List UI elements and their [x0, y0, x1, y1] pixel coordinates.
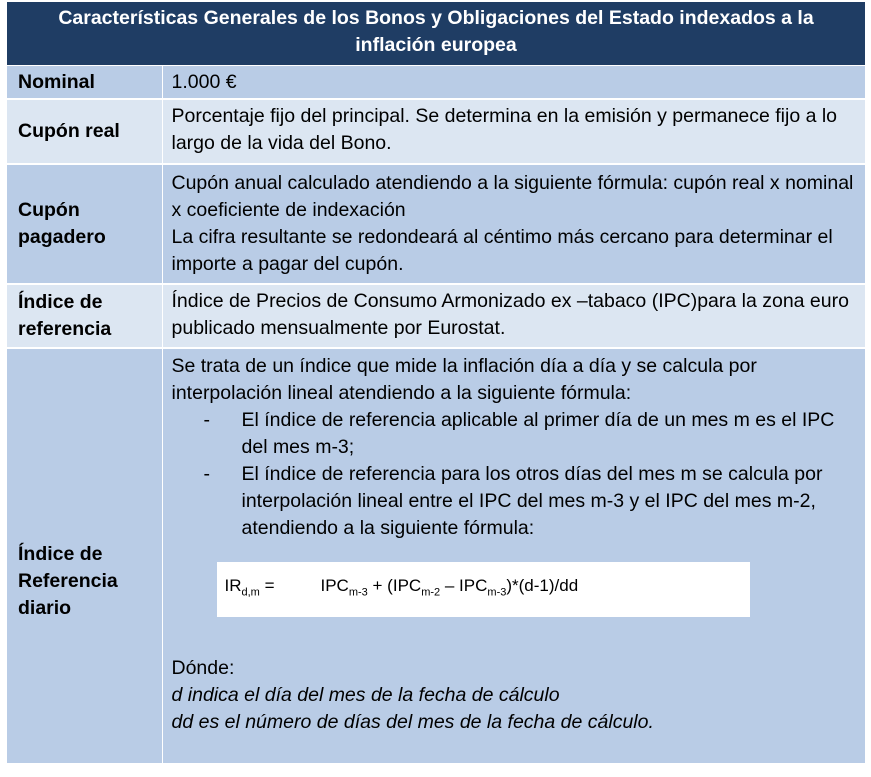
- formula-t2-sub: m-2: [421, 586, 441, 599]
- label-indice-diario: [7, 348, 162, 763]
- cupon-pagadero-line2: La cifra resultante se redondeará al céntimo más cercano para determinar el importe a pagar del cupón.: [171, 226, 833, 275]
- definition-dd: dd es el número de días del mes de la fecha de cálculo.: [171, 711, 654, 733]
- label-nominal-text: Nominal: [18, 70, 95, 93]
- label-cupon-real-text: Cupón real: [18, 120, 120, 142]
- bullet-text-2: El índice de referencia para los otros días del mes m se calcula por interpolación lineal entre el IPC del mes m-3 y el IPC del mes m-2, atendiendo a la siguiente fórmula:: [241, 463, 823, 539]
- formula-t1-sub: m-3: [348, 586, 368, 599]
- bullet-text-1: El índice de referencia aplicable al primer día de un mes m es el IPC del mes m-3;: [241, 409, 835, 458]
- donde-label: Dónde:: [171, 657, 235, 679]
- label-cupon-real: [7, 99, 162, 164]
- formula-lhs: [225, 572, 321, 606]
- label-nominal: [7, 66, 162, 100]
- value-cupon-real-text: Porcentaje fijo del principal. Se determina en la emisión y permanece fijo a lo largo de la vida del Bono.: [171, 105, 838, 154]
- value-nominal-text: 1.000 €: [171, 70, 237, 93]
- value-indice-referencia: [162, 284, 865, 348]
- formula-t2: + (IPC: [372, 576, 422, 596]
- value-indice-diario: [162, 348, 865, 763]
- table-row: [7, 284, 865, 348]
- table-row: [7, 66, 865, 100]
- formula-rhs: [321, 572, 579, 606]
- bullet-item: [172, 407, 866, 461]
- value-indice-referencia-text: Índice de Precios de Consumo Armonizado ex –tabaco (IPC)para la zona euro publicado mensualmente por Eurostat.: [171, 290, 849, 339]
- value-nominal: [162, 66, 865, 100]
- characteristics-table: [7, 2, 865, 763]
- formula-t1: IPC: [320, 576, 349, 596]
- label-indice-diario-text: Índice de Referencia diario: [18, 542, 118, 619]
- label-cupon-pagadero: [7, 164, 162, 284]
- table-row: [7, 99, 865, 164]
- bullet-item: [172, 461, 866, 542]
- bullet-dash: -: [203, 463, 210, 485]
- bullet-dash: -: [203, 409, 210, 431]
- formula-t3: – IPC: [444, 576, 488, 596]
- indice-diario-intro: Se trata de un índice que mide la inflación día a día y se calcula por interpolación lineal atendiendo a la siguiente fórmula:: [171, 355, 757, 404]
- cupon-pagadero-line1: Cupón anual calculado atendiendo a la siguiente fórmula: cupón real x nominal x coeficiente de indexación: [171, 172, 854, 221]
- table-row: [7, 164, 865, 284]
- formula-ir: IR: [224, 576, 242, 596]
- formula-t4: )*(d-1)/dd: [506, 576, 579, 596]
- label-cupon-pagadero-text: Cupón pagadero: [18, 199, 106, 248]
- value-cupon-pagadero: [162, 164, 865, 284]
- formula-t3-sub: m-3: [487, 586, 507, 599]
- label-indice-referencia: [7, 284, 162, 348]
- formula-equals: =: [264, 576, 275, 596]
- table-row: [7, 348, 865, 763]
- table-title: Características Generales de los Bonos y Obligaciones del Estado indexados a la inflación europea: [7, 2, 865, 66]
- value-cupon-real: [162, 99, 865, 164]
- label-indice-referencia-text: Índice de referencia: [18, 291, 112, 340]
- formula-box: [217, 562, 750, 617]
- formula-ir-sub: d,m: [241, 586, 260, 599]
- definition-d: d indica el día del mes de la fecha de cálculo: [171, 684, 560, 706]
